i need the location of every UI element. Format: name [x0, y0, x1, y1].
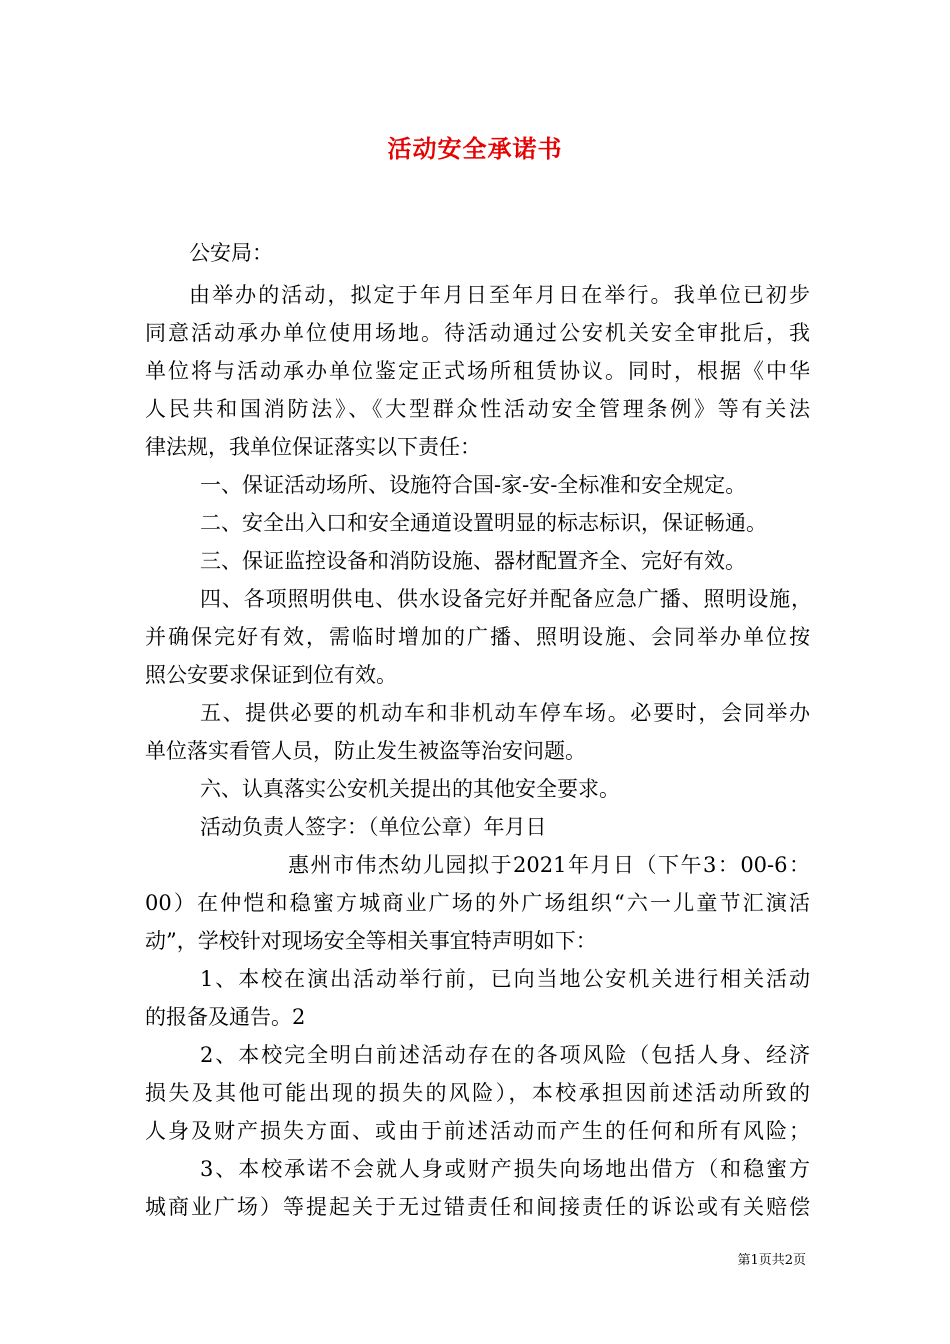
body-line: 六、认真落实公安机关提出的其他安全要求。 [200, 777, 620, 801]
body-line: 动”，学校针对现场安全等相关事宜特声明如下： [145, 929, 597, 953]
body-line: 五、提供必要的机动车和非机动车停车场。必要时，会同举办 [200, 701, 810, 725]
document-title: 活动安全承诺书 [387, 134, 563, 163]
body-line: 单位将与活动承办单位鉴定正式场所租赁协议。同时，根据《中华 [145, 359, 810, 383]
body-line: 三、保证监控设备和消防设施、器材配置齐全、完好有效。 [200, 549, 746, 573]
body-line: 1、本校在演出活动举行前，已向当地公安机关进行相关活动 [200, 967, 810, 991]
body-line: 同意活动承办单位使用场地。待活动通过公安机关安全审批后，我 [145, 321, 810, 345]
body-line: 的报备及通告。2 [145, 1005, 306, 1029]
body-line: 并确保完好有效，需临时增加的广播、照明设施、会同举办单位按 [145, 625, 810, 649]
page-number: 第1页共2页 [737, 1253, 806, 1268]
body-line: 人民共和国消防法》、《大型群众性活动安全管理条例》等有关法 [145, 397, 810, 421]
body-line: 人身及财产损失方面、或由于前述活动而产生的任何和所有风险； [145, 1119, 810, 1143]
body-line: 律法规，我单位保证落实以下责任： [145, 435, 481, 459]
body-line: 城商业广场）等提起关于无过错责任和间接责任的诉讼或有关赔偿 [145, 1195, 810, 1219]
body-line: 四、各项照明供电、供水设备完好并配备应急广播、照明设施， [200, 587, 812, 611]
body-line: 一、保证活动场所、设施符合国-家-安-全标准和安全规定。 [200, 473, 747, 497]
body-line: 损失及其他可能出现的损失的风险），本校承担因前述活动所致的 [145, 1081, 810, 1105]
body-line: 由举办的活动，拟定于年月日至年月日在举行。我单位已初步 [189, 283, 810, 307]
body-line: 惠州市伟杰幼儿园拟于2021年月日（下午3：00-6： [288, 853, 810, 877]
body-line: 00）在仲恺和稳蜜方城商业广场的外广场组织“六一儿童节汇演活 [145, 891, 810, 915]
salutation-line: 公安局： [189, 241, 273, 265]
body-line: 照公安要求保证到位有效。 [145, 663, 397, 687]
body-line: 单位落实看管人员，防止发生被盗等治安问题。 [145, 739, 586, 763]
body-line: 3、本校承诺不会就人身或财产损失向场地出借方（和稳蜜方 [200, 1157, 810, 1181]
signature-line: 活动负责人签字：（单位公章）年月日 [200, 815, 547, 839]
body-line: 2、本校完全明白前述活动存在的各项风险（包括人身、经济 [200, 1043, 810, 1067]
body-line: 二、安全出入口和安全通道设置明显的标志标识，保证畅通。 [200, 511, 767, 535]
